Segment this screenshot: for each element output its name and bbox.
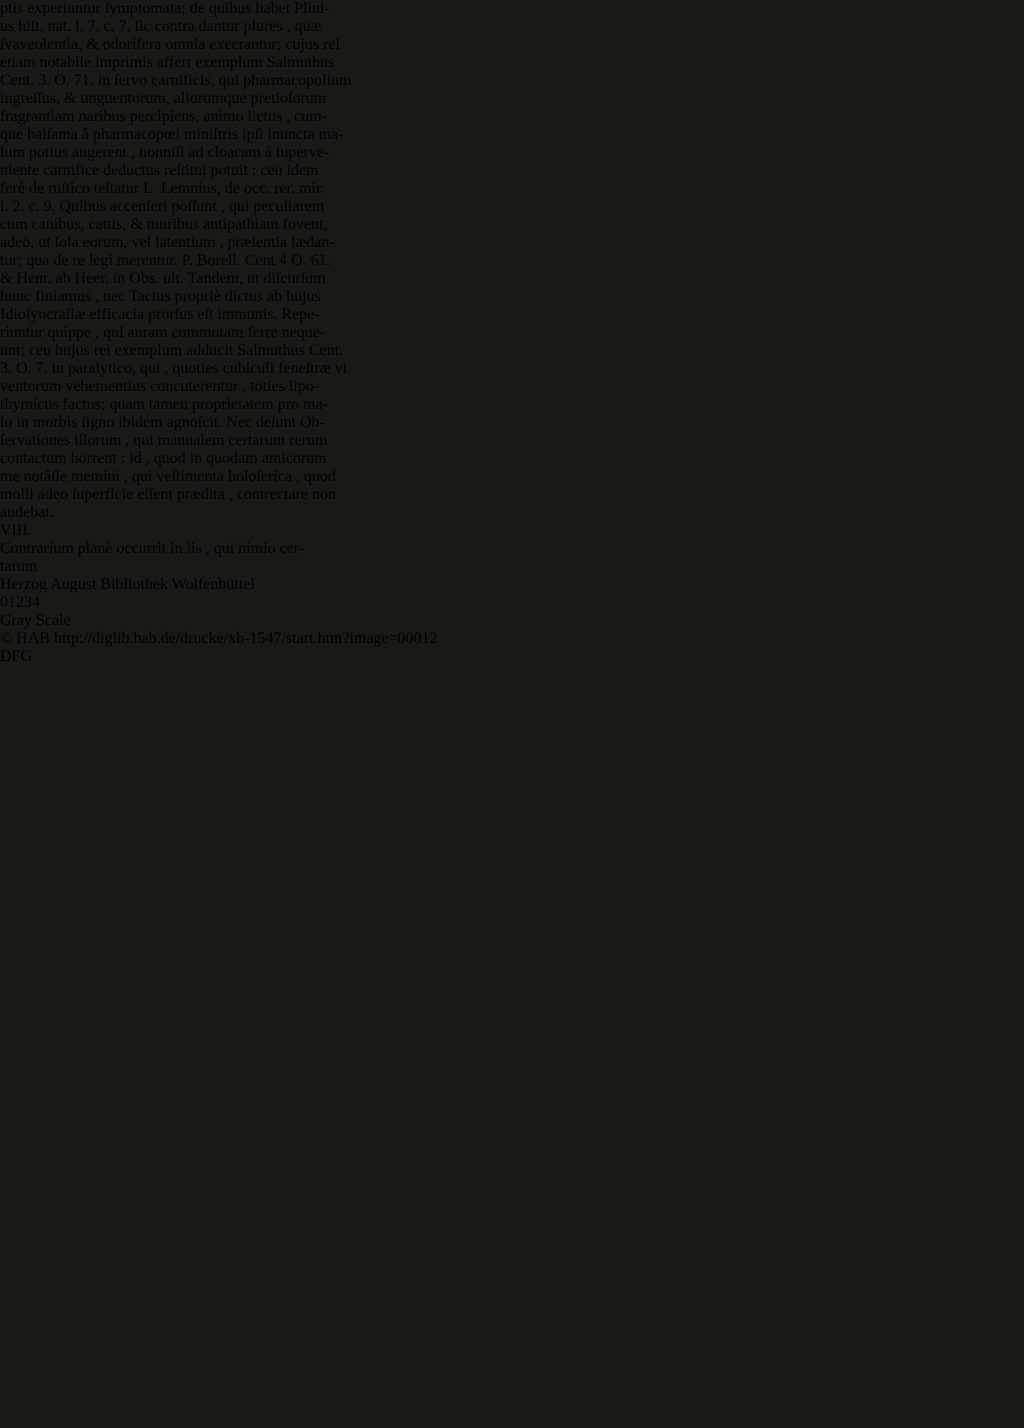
text-line: etiam notabile imprimis affert exemplum Salmuthus <box>0 54 335 71</box>
text-line: ingreſſus, & unguentorum, aliorumque pretioſorum <box>0 90 327 107</box>
text-line: audebat. <box>0 504 54 521</box>
text-line: Idioſyncraſiæ efficacia prorſus eſt immunis. Repe- <box>0 306 320 323</box>
ruler-number: 4 <box>32 594 40 611</box>
text-block <box>0 0 1024 576</box>
text-line: lo in morbis ſigno ibidem agnoſcit. Nec deſunt Ob- <box>0 414 325 431</box>
scanned-book-page <box>0 0 1024 576</box>
text-line: thymicus factus; quam tamen proprietatem pro ma- <box>0 396 328 413</box>
text-line: hunc finiamus , nec Tactus propriè dictus ab hujus <box>0 288 321 305</box>
ruler-numbers <box>0 594 1024 612</box>
catchword: tarum <box>0 558 38 575</box>
section-heading: VIII. <box>0 522 32 539</box>
text-line: riuntur quippe , qui auram commotam ferre neque- <box>0 324 326 341</box>
ruler-number: 2 <box>16 594 24 611</box>
text-line: adeò, ut ſola eorum, vel latentium , præſentia lædan- <box>0 234 335 251</box>
text-line: molli adeo ſuperficie eſſent prædita , contrectare non <box>0 486 336 503</box>
ruler-number: 0 <box>0 594 8 611</box>
text-line: fragrantiam naribus percipiens, animo lictus , cum- <box>0 108 328 125</box>
text-line: us hiſt. nat. l. 7. c. 7. ſic contra dantur plures , quæ <box>0 18 322 35</box>
body-text-lines <box>0 0 1024 522</box>
text-line: ptis experiuntur ſymptomata; de quibus habet Plini- <box>0 0 330 17</box>
text-line: ſvaveolentia, & odorifera omnia execrantur; cujus rei <box>0 36 340 53</box>
ruler-number: 1 <box>8 594 16 611</box>
text-line: tur; qua de re legi merentur. P. Borell. Cent 4 O. 61. <box>0 252 331 269</box>
ruler-number: 3 <box>24 594 32 611</box>
ruler-card <box>0 576 1024 630</box>
footer-bar <box>0 630 1024 666</box>
text-line: cum canibus, cattis, & muribus antipathiam fovent, <box>0 216 328 233</box>
text-line: ſervationes illorum , qui manualem certarum rerum <box>0 432 328 449</box>
text-line: Cent. 3. O. 71. in ſervo carnificis, qui pharmacopolium <box>0 72 352 89</box>
text-line: & Henr. ab Heer. in Obs. ult. Tandem, ut diſcurſum <box>0 270 326 287</box>
dfg-logo: DFG <box>0 648 33 665</box>
text-line: contactum horrent : id , quod in quodam amicorum <box>0 450 327 467</box>
text-line: me notâſſe memini , qui veſtimenta holoſerica , quod <box>0 468 336 485</box>
text-line: unt; ceu hujus rei exemplum adducit Salmuthus Cent. <box>0 342 344 359</box>
text-line: 3. O. 7. in paralytico, qui , quoties cubiculi feneſtræ vi <box>0 360 348 377</box>
gray-scale-label: Gray Scale <box>0 612 71 629</box>
copyright-url-text: © HAB http://diglib.hab.de/drucke/xb-1547/start.htm?image=00012 <box>0 630 438 647</box>
library-name-label: Herzog August Bibliothek Wolfenbüttel <box>0 576 255 593</box>
text-line: lum potius augerent , nonniſi ad cloacam â ſuperve- <box>0 144 330 161</box>
section-first-line: Contrarium planè occurrit in iis , qui nimio cer- <box>0 540 305 557</box>
text-line: ferè de ruſtico teſtatur L. Lemnius, de occ. rer. mir. <box>0 180 325 197</box>
text-line: l. 2. c. 9. Quibus accenſeri poſſunt , qui peculiarem <box>0 198 325 215</box>
text-line: que balſama â pharmacopœi miniſtris ipſi inuncta ma- <box>0 126 344 143</box>
text-line: ventorum vehementius concuterentur , toties lipo- <box>0 378 320 395</box>
text-line: niente carnifice deductus reſtitui potuit : ceu idem <box>0 162 319 179</box>
